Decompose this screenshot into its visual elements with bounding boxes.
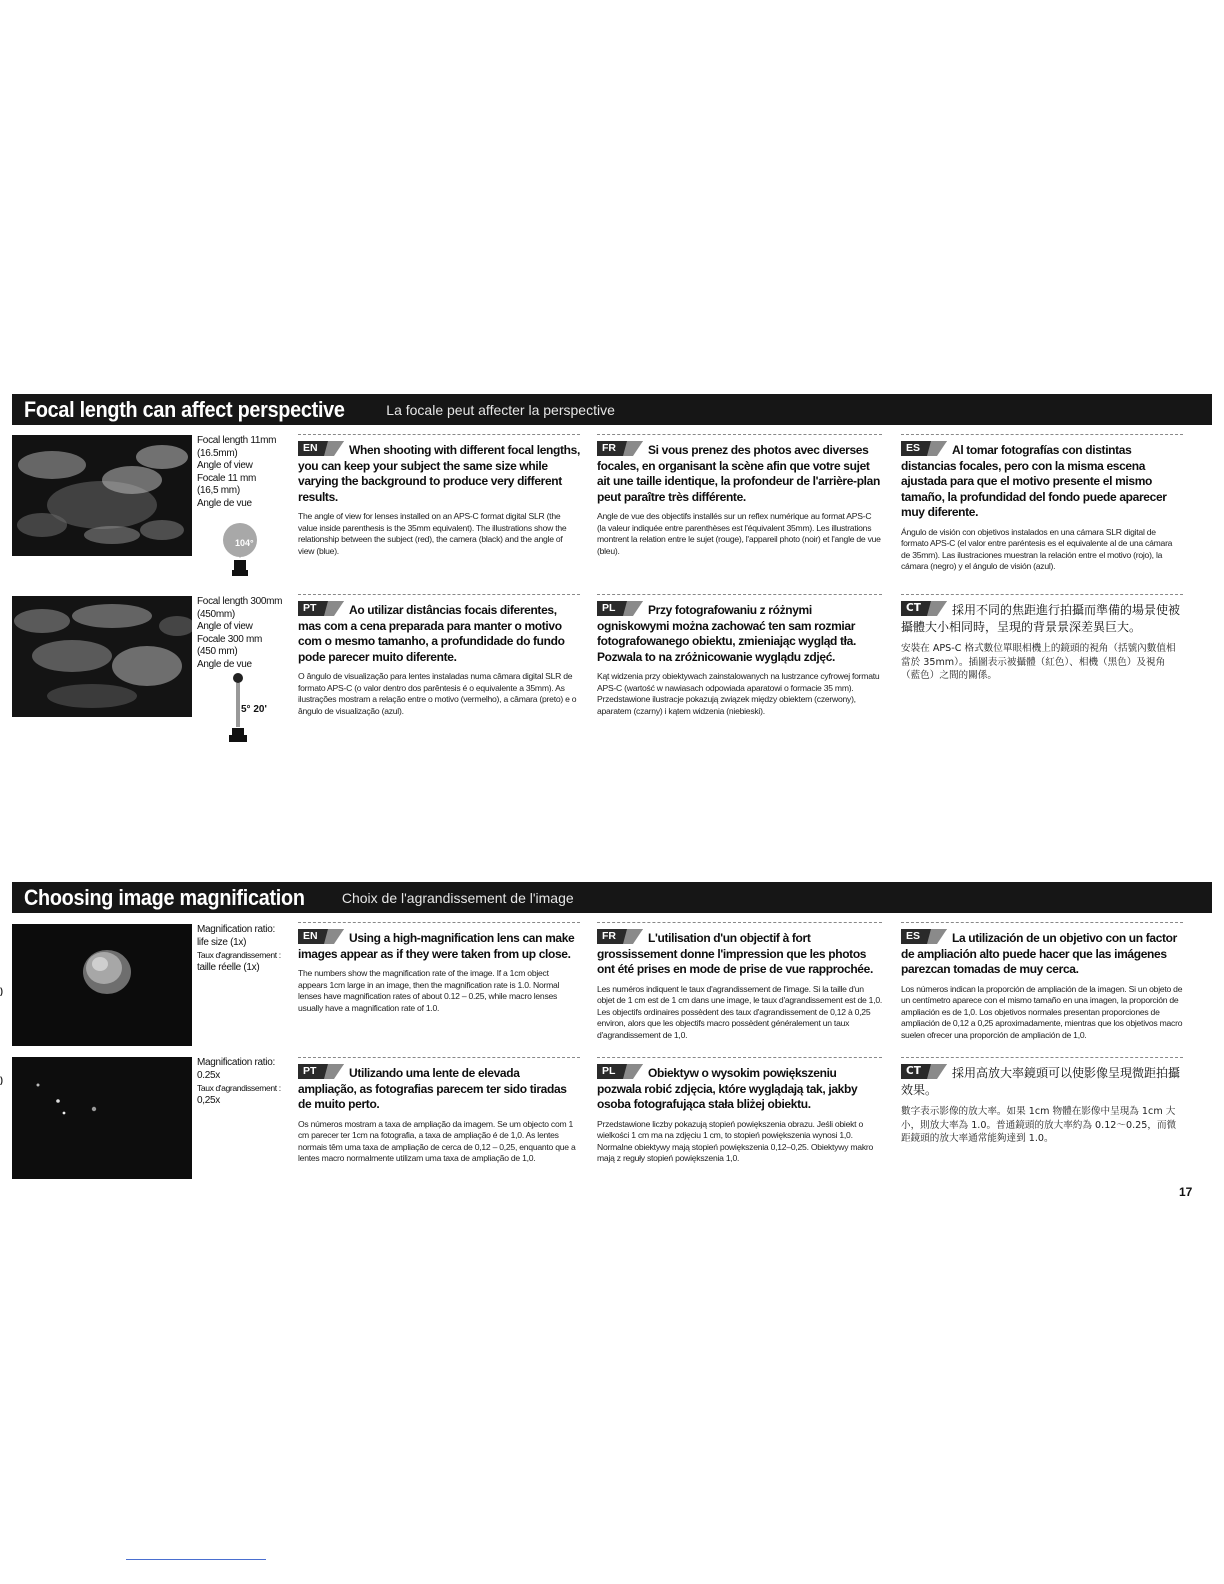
block-heading: CT 採用不同的焦距進行拍攝而準備的場景使被攝體大小相同時，呈現的背景景深差異巨大。 bbox=[901, 602, 1181, 634]
photo-telephoto-flowers bbox=[12, 596, 192, 717]
lang-badge: PL bbox=[597, 1064, 643, 1079]
text-block-ct bbox=[901, 1057, 1183, 1146]
block-heading: ES Al tomar fotografías con distintas distancias focales, pero con la misma escena ajustada para que el motivo presente el mismo tamaño, la profundidad del fondo puede aparecer muy diferente. bbox=[901, 442, 1167, 519]
block-body: Angle de vue des objectifs installés sur un reflex numérique au format APS-C (la valeur indiquée entre parenthèses est l'équivalent 35mm). Les illustrations montrent la relation entre le sujet (rouge), l'appareil photo (noir) et l'angle de vue (bleu). bbox=[597, 511, 881, 556]
caption-line: Magnification ratio: bbox=[197, 1057, 275, 1068]
text-block-en bbox=[298, 922, 580, 1014]
block-body: Kąt widzenia przy obiektywach zainstalowanych na lustrzance cyfrowej formatu APS-C (wartość w nawiasach odpowiada aparatowi o formacie 35 mm). Przedstawione ilustracje pokazują związek między obiektem (czerwony), aparatem (czarny) i kątem widzenia (niebieski). bbox=[597, 671, 880, 716]
section-title: Focal length can affect perspective bbox=[24, 396, 345, 422]
photo-caption-quarter bbox=[197, 1057, 293, 1107]
block-body: The numbers show the magnification rate of the image. If a 1cm object appears 1cm large in an image, then the magnification rate is 1.0. Normal lenses have magnification rates of about 0.12 – 0.25, while macro lenses usually have a magnification rate of 1.0. bbox=[298, 968, 560, 1013]
section-subtitle: La focale peut affecter la perspective bbox=[386, 401, 615, 418]
caption-line: Magnification ratio: bbox=[197, 924, 275, 935]
text-block-pt bbox=[298, 594, 580, 717]
block-heading: PT Utilizando uma lente de elevada ampliação, as fotografias parecem ter sido tiradas de muito perto. bbox=[298, 1065, 567, 1111]
photo-caption-life-size bbox=[197, 924, 293, 974]
text-block-pl bbox=[597, 1057, 882, 1165]
text-block-en bbox=[298, 434, 580, 557]
lang-badge: FR bbox=[597, 929, 643, 944]
text-block-es bbox=[901, 434, 1183, 573]
caption-line: Focal length 11mm bbox=[197, 435, 277, 446]
block-body: Os números mostram a taxa de ampliação da imagem. Se um objecto com 1 cm parecer ter 1cm na fotografia, a taxa de ampliação é de 1,0. As lentes normais têm uma taxa de ampliação de cerca de 0,12 – 0,25, enquanto que a lentes macro normalmente utilizam uma taxa de ampliação de 1,0. bbox=[298, 1118, 576, 1164]
block-body: Les numéros indiquent le taux d'agrandissement de l'image. Si la taille d'un objet de 1 cm est de 1 cm dans une image, le taux d'agrandissement est de 1,0. Les objectifs ordinaires possèdent des taux d'agrandissement de 0,12 à 0,25 environ, alors que les objectifs macro possèdent généralement un taux d'agrandissement de 1,0. bbox=[597, 983, 883, 1040]
text-block-ct bbox=[901, 594, 1183, 683]
photo-macro-life-size bbox=[12, 924, 192, 1046]
block-body: Los números indican la proporción de ampliación de la imagen. Si un objeto de un centímetro aparece con el mismo tamaño en una imagen, la proporción de ampliación es de 1,0. Los objetivos normales presentan proporciones de ampliación de 0,12 a 0,25 aproximadamente, mientras que los objetivos macro suelen ofrecer una proporción de ampliación de 1,0. bbox=[901, 983, 1183, 1040]
lang-badge: EN bbox=[298, 441, 344, 456]
text-block-es bbox=[901, 922, 1183, 1041]
caption-line: taille réelle (1x) bbox=[197, 961, 260, 973]
caption-line: (16,5 mm) bbox=[197, 485, 240, 496]
caption-line: Angle de vue bbox=[197, 497, 252, 509]
block-heading: PT Ao utilizar distâncias focais diferentes, mas com a cena preparada para manter o motivo com o mesmo tamanho, a profundidade do fundo pode parecer muito diferente. bbox=[298, 602, 565, 664]
text-block-pt bbox=[298, 1057, 580, 1165]
caption-line: Focale 11 mm bbox=[197, 472, 257, 484]
lang-badge: ES bbox=[901, 929, 947, 944]
block-body: O ângulo de visualização para lentes instaladas numa câmara digital SLR de formato APS-C (o valor dentro dos parêntesis é o equivalente a 35mm). As ilustrações mostram a relação entre o motivo (vermelho), a câmara (preto) e o ângulo de visualização (azul). bbox=[298, 671, 577, 716]
caption-line: Taux d'agrandissement : bbox=[197, 1083, 281, 1093]
section-subtitle: Choix de l'agrandissement de l'image bbox=[341, 889, 574, 906]
edge-mark: ) bbox=[0, 1075, 3, 1085]
text-block-fr bbox=[597, 434, 882, 557]
block-body: Ángulo de visión con objetivos instalados en una cámara SLR digital de formato APS-C (el valor entre paréntesis es el equivalente al de una cámara de 35mm). Las ilustraciones muestran la relación entre el motivo (rojo), la cámara (negro) y el ángulo de visión (azul). bbox=[901, 526, 1173, 572]
lang-badge: FR bbox=[597, 441, 643, 456]
block-heading: FR Si vous prenez des photos avec diverses focales, en organisant la scène afin que votre sujet ait une taille identique, la profondeur de l'arrière-plan peut paraître très différente. bbox=[597, 442, 880, 504]
footer-link-underline bbox=[126, 1559, 266, 1560]
lang-badge: EN bbox=[298, 929, 344, 944]
block-body: The angle of view for lenses installed on an APS-C format digital SLR (the value inside parenthesis is the 35mm equivalent). The illustrations show the relationship between the subject (red), the camera (black) and the angle of view (blue). bbox=[298, 511, 567, 556]
lang-badge: PT bbox=[298, 601, 344, 616]
block-body: 安裝在 APS-C 格式數位單眼相機上的鏡頭的視角（括號內數值相當於 35mm）。插圖表示被攝體（紅色）、相機（黑色）及視角（藍色）之間的關係。 bbox=[901, 643, 1176, 681]
text-block-pl bbox=[597, 594, 882, 717]
caption-line: (450mm) bbox=[197, 608, 235, 620]
caption-line: Taux d'agrandissement : bbox=[197, 950, 281, 960]
block-body: Przedstawione liczby pokazują stopień powiększenia obrazu. Jeśli obiekt o wielkości 1 cm ma na zdjęciu 1 cm, to stopień powiększenia wynosi 1,0. Normalne obiektywy mają stopień powiększenia 0,12–0,25. Obiektywy makro mają z reguły stopień powiększenia 1,0. bbox=[597, 1118, 874, 1164]
lang-badge: ES bbox=[901, 441, 947, 456]
lang-badge: CT bbox=[901, 601, 947, 616]
block-heading: PL Obiektyw o wysokim powiększeniu pozwala robić zdjęcia, które wyglądają tak, jakby osoba fotografująca stała bliżej obiektu. bbox=[597, 1065, 858, 1111]
block-heading: EN When shooting with different focal lengths, you can keep your subject the same size while varying the background to produce very different results. bbox=[298, 442, 580, 504]
block-heading: EN Using a high-magnification lens can make images appear as if they were taken from up close. bbox=[298, 930, 575, 961]
edge-mark: ) bbox=[0, 986, 3, 996]
block-heading: ES La utilización de un objetivo con un factor de ampliación alto puede hacer que las imágenes parezcan tomadas de muy cerca. bbox=[901, 930, 1177, 976]
photo-macro-quarter bbox=[12, 1057, 192, 1179]
caption-line: (16.5mm) bbox=[197, 447, 238, 459]
caption-line: Angle of view bbox=[197, 621, 253, 632]
block-body: 數字表示影像的放大率。如果 1cm 物體在影像中呈現為 1cm 大小，則放大率為 1.0。普通鏡頭的放大率約為 0.12～0.25，而微距鏡頭的放大率通常能夠達到 1.0。 bbox=[901, 1106, 1177, 1144]
photo-caption-wide bbox=[197, 435, 293, 510]
caption-line: Focal length 300mm bbox=[197, 596, 283, 607]
section-banner-magnification bbox=[12, 882, 1212, 913]
section-title: Choosing image magnification bbox=[24, 884, 305, 910]
caption-line: Focale 300 mm bbox=[197, 633, 263, 645]
lang-badge: PT bbox=[298, 1064, 344, 1079]
section-banner-focal-length bbox=[12, 394, 1212, 425]
block-heading: PL Przy fotografowaniu z różnymi ogniskowymi można zachować ten sam rozmiar fotografowanego obiektu, zmieniając wygląd tła. Pozwala to na zróżnicowanie wyglądu zdjęć. bbox=[597, 602, 856, 664]
caption-line: life size (1x) bbox=[197, 936, 247, 948]
angle-of-view-tele-value: 5° 20' bbox=[241, 704, 267, 715]
photo-wide-angle-flowers bbox=[12, 435, 192, 556]
block-heading: CT 採用高放大率鏡頭可以使影像呈現微距拍攝效果。 bbox=[901, 1065, 1181, 1097]
lang-badge: CT bbox=[901, 1064, 947, 1079]
caption-line: (450 mm) bbox=[197, 646, 238, 657]
caption-line: 0,25x bbox=[197, 1094, 220, 1106]
lang-badge: PL bbox=[597, 601, 643, 616]
caption-line: 0.25x bbox=[197, 1069, 220, 1081]
angle-of-view-wide-diagram bbox=[222, 518, 272, 580]
photo-caption-tele bbox=[197, 596, 293, 671]
page-number: 17 bbox=[1179, 1185, 1193, 1199]
caption-line: Angle of view bbox=[197, 460, 253, 471]
block-heading: FR L'utilisation d'un objectif à fort grossissement donne l'impression que les photos ont été prises en mode de prise de vue rapprochée. bbox=[597, 930, 873, 976]
text-block-fr bbox=[597, 922, 882, 1041]
caption-line: Angle de vue bbox=[197, 658, 252, 670]
angle-of-view-wide-value: 104° bbox=[235, 538, 254, 548]
